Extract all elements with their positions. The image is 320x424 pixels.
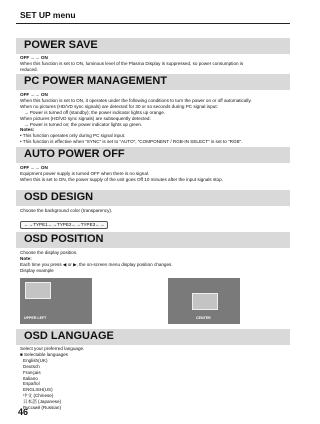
osd-language-heading — [16, 329, 290, 345]
type2-option: TYPE2 — [56, 221, 72, 227]
upper-left-label: UPPER LEFT — [24, 316, 47, 320]
arrow-icon: ←→ — [47, 221, 57, 227]
language-item: English(UK) — [23, 357, 48, 363]
pc-power-body — [20, 92, 288, 145]
osd-design-text: Choose the background color (transparency). — [20, 208, 113, 213]
osd-menu-preview — [192, 293, 218, 310]
auto-power-off-title: AUTO POWER OFF — [24, 148, 125, 160]
osd-position-text: Each time you press ◀ or ▶, the on-screen menu display position changes. — [20, 261, 173, 267]
pc-power-note: • This function is effective when “SYNC” is set to “AUTO”, “COMPONENT / RGB-IN SELECT” is set to “RGB”. — [20, 139, 243, 145]
auto-power-off-heading — [16, 147, 290, 163]
power-save-options: OFF ←→ ON — [20, 55, 48, 60]
pc-power-text: When pictures (HD/VD sync signals) are subsequently detected: — [20, 115, 151, 121]
osd-design-type-selector — [20, 221, 108, 228]
page-number: 46 — [18, 407, 29, 417]
auto-power-off-body — [20, 165, 288, 183]
arrow-icon: ←→ — [71, 221, 81, 227]
language-item: ENGLISH(US) — [23, 387, 53, 393]
osd-position-note-label: Note: — [20, 255, 32, 261]
arrow-icon: ←→ — [95, 221, 105, 227]
pc-power-notes-label: Notes: — [20, 127, 35, 133]
language-item: Español — [23, 381, 40, 387]
power-save-title: POWER SAVE — [24, 39, 98, 51]
type3-option: TYPE3 — [80, 221, 96, 227]
auto-power-off-text: Equipment power supply is turned OFF when there is no signal. — [20, 170, 150, 176]
osd-menu-preview — [25, 282, 51, 299]
pc-power-text: When no pictures (HD/VD sync signals) are detected for 30 or so seconds during PC signal input: — [20, 103, 218, 109]
auto-power-off-text: When this is set to ON, the power supply of the unit goes Off 10 minutes after the input signals stop. — [20, 176, 223, 182]
osd-position-heading — [16, 232, 290, 248]
osd-design-type-row — [20, 221, 108, 229]
power-save-text: When this function is set to ON, luminous level of the Plasma Display is suppressed, so power consumption is — [20, 60, 244, 66]
pc-power-text: → Power is turned off (standby); the power indicator lights up orange. — [24, 109, 166, 115]
osd-language-body — [20, 346, 288, 411]
power-save-heading — [16, 38, 290, 54]
language-item: Deutsch — [23, 363, 40, 369]
osd-position-body — [20, 250, 288, 274]
osd-language-title: OSD LANGUAGE — [24, 330, 114, 342]
center-label: CENTER — [196, 316, 211, 320]
page-header-title: SET UP menu — [20, 10, 76, 20]
arrow-icon: ←→ — [24, 221, 34, 227]
pc-power-text: When this function is set to ON, it operates under the following conditions to turn the power on or off automatically. — [20, 97, 252, 103]
pc-power-heading — [16, 74, 290, 90]
language-item: Русский (Russian) — [23, 405, 61, 411]
osd-position-text: Choose the display position. — [20, 250, 78, 255]
pc-power-text: → Power is turned on; the power indicator lights up green. — [24, 121, 143, 127]
osd-position-text: Display example — [20, 267, 54, 273]
language-item: Italiano — [23, 375, 38, 381]
pc-power-note: • This function operates only during PC signal input. — [20, 133, 126, 139]
osd-design-body — [20, 208, 288, 214]
language-item: Français — [23, 369, 41, 375]
pc-power-title: PC POWER MANAGEMENT — [24, 75, 167, 87]
type1-option: TYPE1 — [33, 221, 48, 227]
osd-language-text: Select your preferred language. — [20, 346, 85, 351]
pc-power-options: OFF ←→ ON — [20, 92, 48, 97]
header-rule — [16, 23, 290, 24]
power-save-body — [20, 55, 288, 73]
osd-design-title: OSD DESIGN — [24, 191, 94, 203]
selectable-languages-label: ■ Selectable languages — [20, 351, 68, 357]
power-save-text: reduced. — [20, 66, 38, 72]
osd-position-title: OSD POSITION — [24, 233, 104, 245]
page-header — [16, 10, 290, 24]
upper-left-example-screen — [20, 278, 92, 324]
osd-design-heading — [16, 190, 290, 206]
auto-power-off-options: OFF ←→ ON — [20, 165, 48, 170]
language-item: 中文 (Chinese) — [23, 393, 54, 399]
center-example-screen — [168, 278, 240, 324]
language-item: 日本語 (Japanese) — [23, 399, 62, 405]
